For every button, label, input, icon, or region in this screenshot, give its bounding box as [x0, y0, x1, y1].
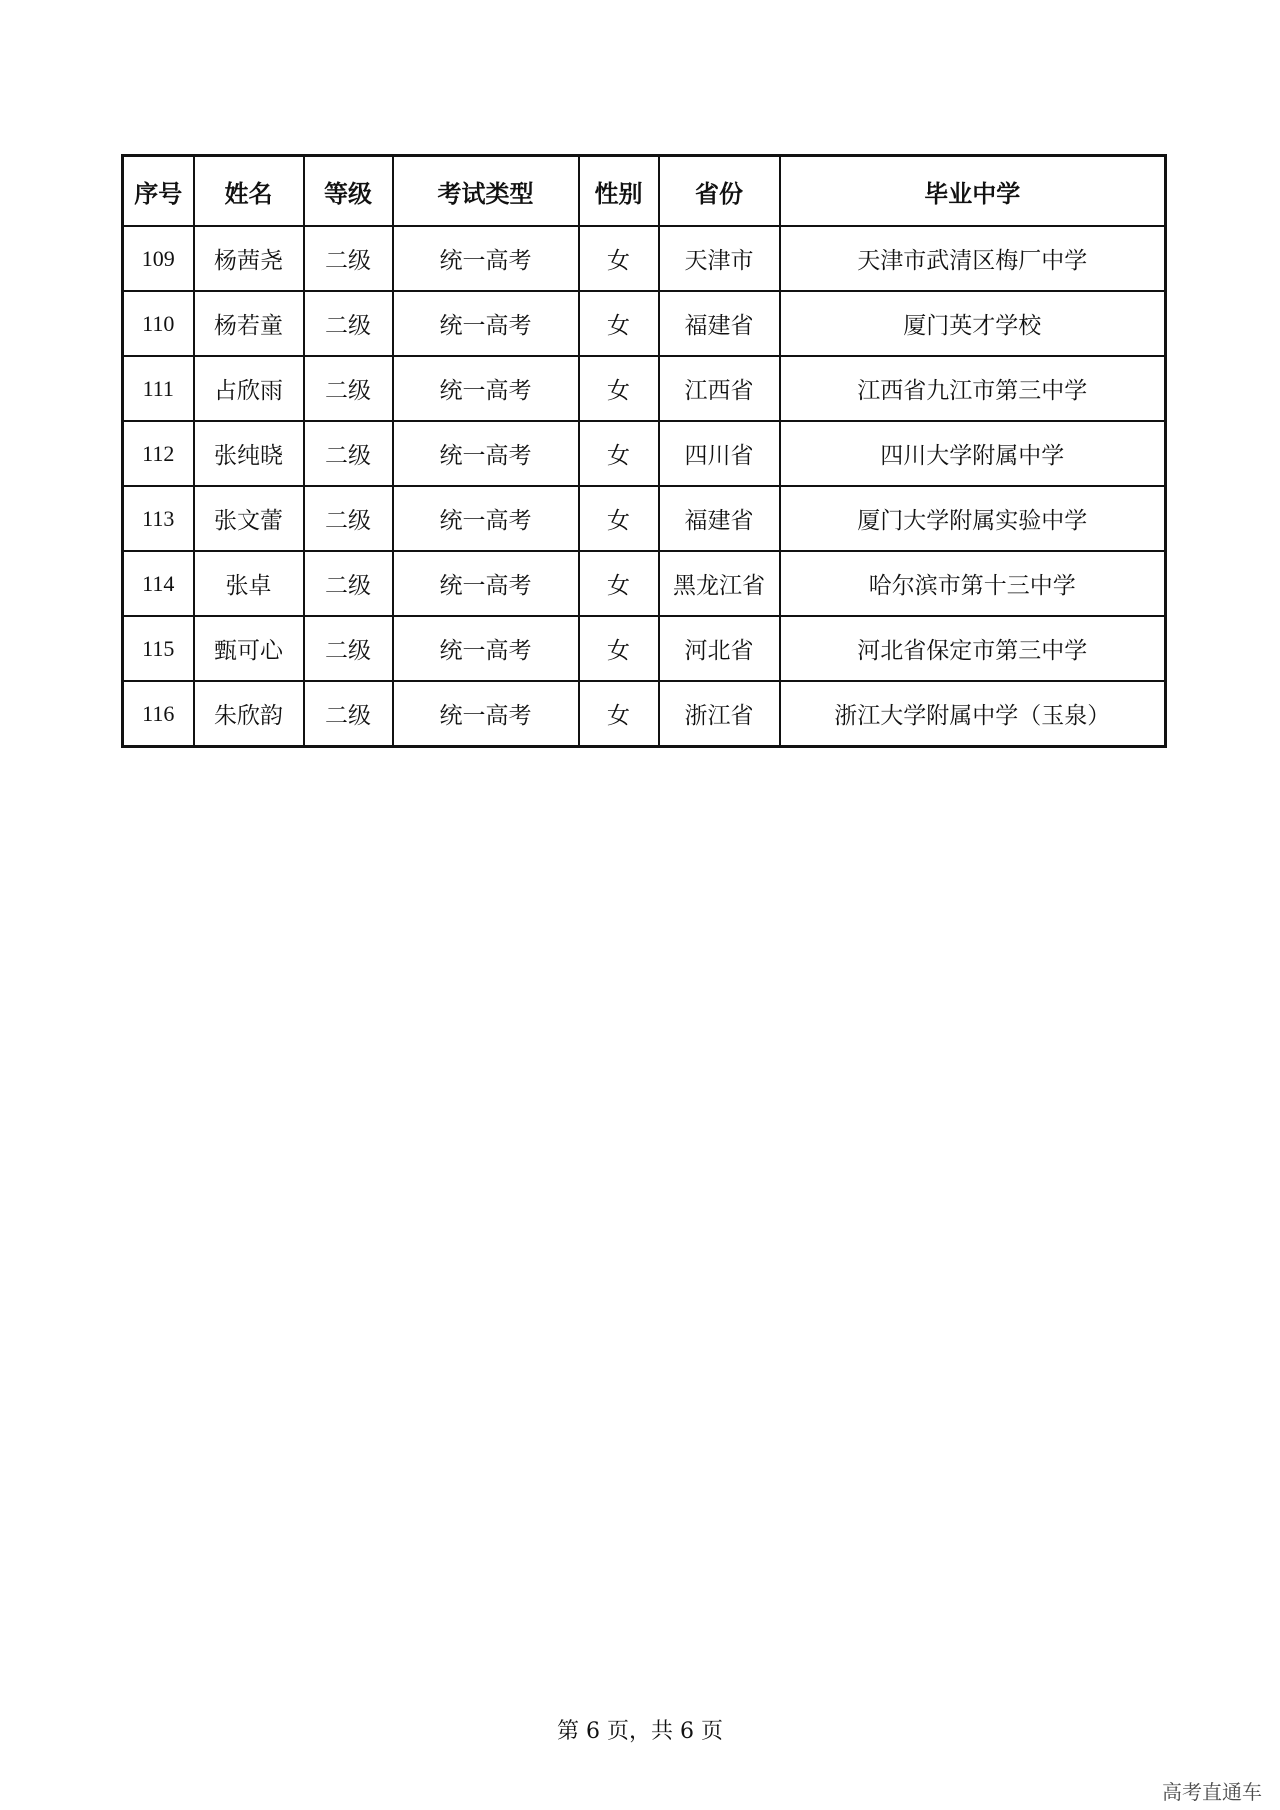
table-body [123, 226, 1166, 747]
cell-gender: 女 [579, 226, 659, 291]
cell-gender: 女 [579, 421, 659, 486]
cell-grade: 二级 [304, 616, 393, 681]
cell-province: 黑龙江省 [659, 551, 780, 616]
cell-grade: 二级 [304, 356, 393, 421]
watermark-text: 高考直通车 [1162, 1780, 1262, 1804]
cell-province: 福建省 [659, 291, 780, 356]
cell-name: 张卓 [194, 551, 304, 616]
cell-name: 杨茜尧 [194, 226, 304, 291]
cell-province: 江西省 [659, 356, 780, 421]
cell-province: 四川省 [659, 421, 780, 486]
table-row [123, 291, 1166, 356]
cell-exam-type: 统一高考 [393, 291, 579, 356]
cell-exam-type: 统一高考 [393, 681, 579, 747]
cell-no: 109 [123, 226, 194, 291]
cell-name: 占欣雨 [194, 356, 304, 421]
table-row [123, 356, 1166, 421]
cell-no: 110 [123, 291, 194, 356]
table-header [123, 156, 1166, 227]
cell-grade: 二级 [304, 551, 393, 616]
admission-table [121, 154, 1167, 748]
cell-school: 哈尔滨市第十三中学 [780, 551, 1166, 616]
cell-grade: 二级 [304, 421, 393, 486]
cell-grade: 二级 [304, 681, 393, 747]
cell-no: 111 [123, 356, 194, 421]
table-row [123, 226, 1166, 291]
table-row [123, 681, 1166, 747]
cell-grade: 二级 [304, 486, 393, 551]
header-cell-no: 序号 [123, 156, 194, 227]
cell-school: 江西省九江市第三中学 [780, 356, 1166, 421]
cell-school: 厦门大学附属实验中学 [780, 486, 1166, 551]
cell-school: 河北省保定市第三中学 [780, 616, 1166, 681]
cell-no: 116 [123, 681, 194, 747]
cell-no: 114 [123, 551, 194, 616]
cell-exam-type: 统一高考 [393, 356, 579, 421]
cell-no: 115 [123, 616, 194, 681]
cell-exam-type: 统一高考 [393, 616, 579, 681]
cell-no: 112 [123, 421, 194, 486]
cell-school: 浙江大学附属中学（玉泉） [780, 681, 1166, 747]
cell-no: 113 [123, 486, 194, 551]
cell-school: 天津市武清区梅厂中学 [780, 226, 1166, 291]
cell-name: 张纯晓 [194, 421, 304, 486]
page-footer: 第 6 页，共 6 页 [557, 1719, 723, 1744]
cell-grade: 二级 [304, 291, 393, 356]
header-cell-name: 姓名 [194, 156, 304, 227]
cell-gender: 女 [579, 551, 659, 616]
cell-gender: 女 [579, 291, 659, 356]
cell-exam-type: 统一高考 [393, 421, 579, 486]
cell-exam-type: 统一高考 [393, 486, 579, 551]
cell-exam-type: 统一高考 [393, 226, 579, 291]
header-cell-gender: 性别 [579, 156, 659, 227]
header-cell-exam-type: 考试类型 [393, 156, 579, 227]
cell-gender: 女 [579, 681, 659, 747]
table-row [123, 616, 1166, 681]
table-row [123, 486, 1166, 551]
cell-gender: 女 [579, 616, 659, 681]
cell-school: 厦门英才学校 [780, 291, 1166, 356]
header-row [123, 156, 1166, 227]
cell-grade: 二级 [304, 226, 393, 291]
cell-province: 河北省 [659, 616, 780, 681]
table-row [123, 421, 1166, 486]
cell-exam-type: 统一高考 [393, 551, 579, 616]
header-cell-school: 毕业中学 [780, 156, 1166, 227]
cell-school: 四川大学附属中学 [780, 421, 1166, 486]
header-cell-grade: 等级 [304, 156, 393, 227]
cell-province: 天津市 [659, 226, 780, 291]
header-cell-province: 省份 [659, 156, 780, 227]
cell-province: 浙江省 [659, 681, 780, 747]
cell-name: 甄可心 [194, 616, 304, 681]
cell-gender: 女 [579, 356, 659, 421]
table-row [123, 551, 1166, 616]
cell-province: 福建省 [659, 486, 780, 551]
cell-gender: 女 [579, 486, 659, 551]
cell-name: 杨若童 [194, 291, 304, 356]
cell-name: 朱欣韵 [194, 681, 304, 747]
cell-name: 张文蕾 [194, 486, 304, 551]
